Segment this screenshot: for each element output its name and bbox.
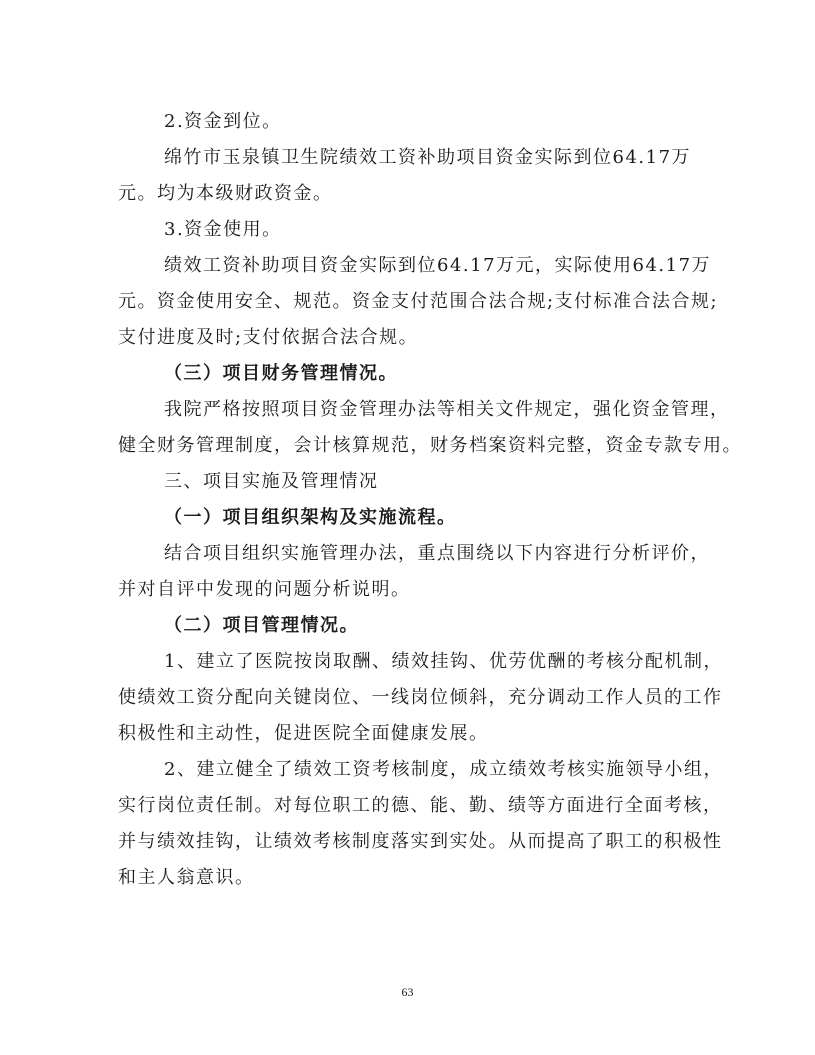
text-line: （二）项目管理情况。 xyxy=(164,615,359,636)
text-line: 元。均为本级财政资金。 xyxy=(118,183,333,204)
text-line: 和主人翁意识。 xyxy=(118,867,255,888)
section-heading xyxy=(118,500,700,536)
paragraph xyxy=(118,212,700,248)
text-line: 三、项目实施及管理情况 xyxy=(164,471,379,492)
text-line: 积极性和主动性，促进医院全面健康发展。 xyxy=(118,723,489,744)
text-line: 使绩效工资分配向关键岗位、一线岗位倾斜，充分调动工作人员的工作 xyxy=(118,687,723,708)
paragraph xyxy=(118,392,742,464)
text-line: 元。资金使用安全、规范。资金支付范围合法合规;支付标准合法合规; xyxy=(118,291,719,312)
text-line: （一）项目组织架构及实施流程。 xyxy=(164,507,457,528)
text-line: 我院严格按照项目资金管理办法等相关文件规定，强化资金管理， xyxy=(164,399,730,420)
text-line: 3.资金使用。 xyxy=(164,219,282,240)
text-line: 1、建立了医院按岗取酬、绩效挂钩、优劳优酬的考核分配机制， xyxy=(164,651,723,672)
text-line: 支付进度及时;支付依据合法合规。 xyxy=(118,327,419,348)
page-number: 63 xyxy=(401,985,414,999)
paragraph xyxy=(118,464,700,500)
paragraph xyxy=(118,140,700,212)
paragraph xyxy=(118,752,723,896)
text-line: 绵竹市玉泉镇卫生院绩效工资补助项目资金实际到位64.17万 xyxy=(164,147,692,168)
paragraph xyxy=(118,536,710,608)
text-line: 结合项目组织实施管理办法，重点围绕以下内容进行分析评价， xyxy=(164,543,710,564)
section-heading xyxy=(118,356,700,392)
document-body xyxy=(118,104,742,896)
text-line: 并与绩效挂钩，让绩效考核制度落实到实处。从而提高了职工的积极性 xyxy=(118,831,723,852)
text-line: 2、建立健全了绩效工资考核制度，成立绩效考核实施领导小组， xyxy=(164,759,723,780)
text-line: 绩效工资补助项目资金实际到位64.17万元，实际使用64.17万 xyxy=(164,255,712,276)
text-line: 健全财务管理制度，会计核算规范，财务档案资料完整，资金专款专用。 xyxy=(118,435,742,456)
paragraph xyxy=(118,104,700,140)
paragraph xyxy=(118,248,719,356)
text-line: （三）项目财务管理情况。 xyxy=(164,363,398,384)
section-heading xyxy=(118,608,700,644)
text-line: 2.资金到位。 xyxy=(164,111,282,132)
text-line: 实行岗位责任制。对每位职工的德、能、勤、绩等方面进行全面考核， xyxy=(118,795,723,816)
paragraph xyxy=(118,644,723,752)
text-line: 并对自评中发现的问题分析说明。 xyxy=(118,579,411,600)
